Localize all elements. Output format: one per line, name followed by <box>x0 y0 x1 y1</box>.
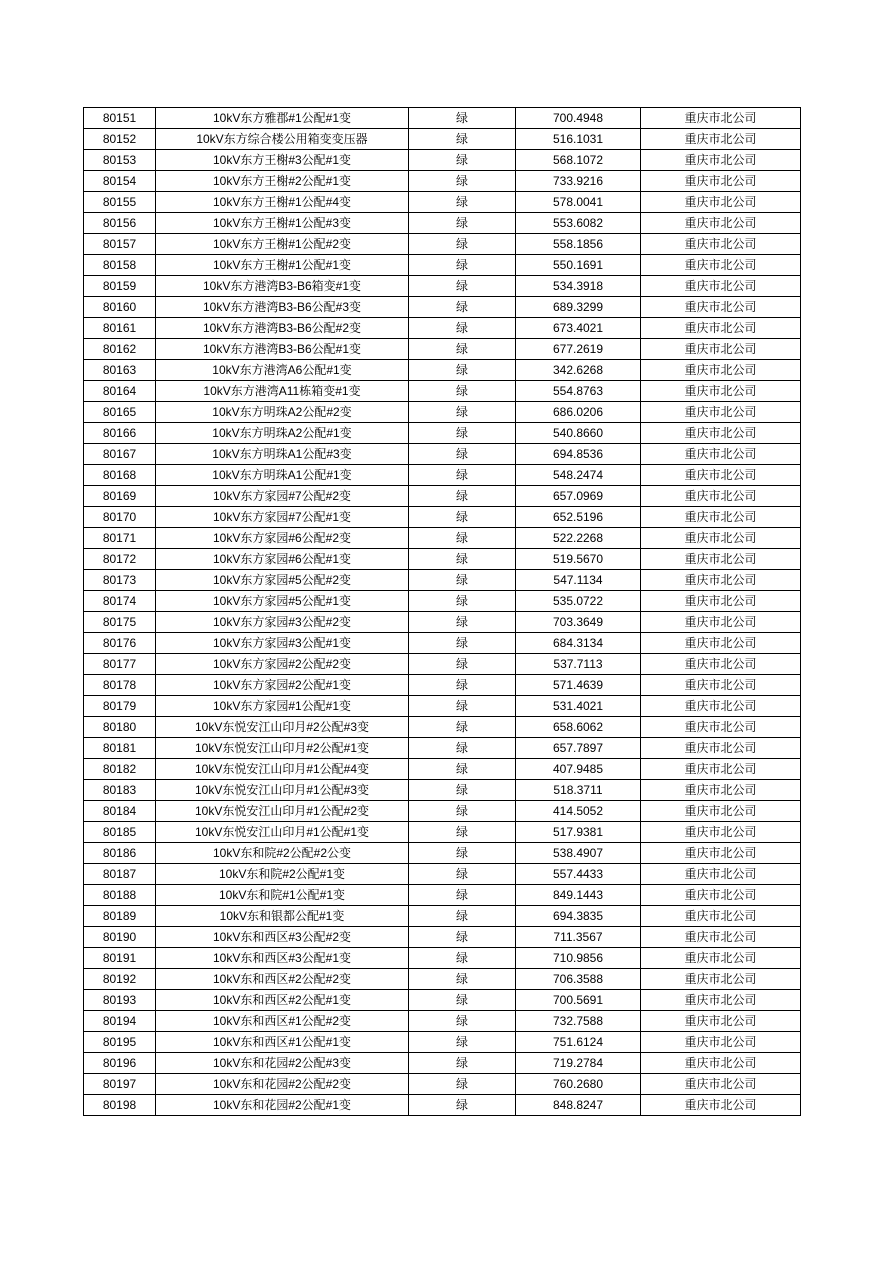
cell-status: 绿 <box>409 255 516 276</box>
cell-value: 553.6082 <box>516 213 641 234</box>
cell-value: 657.7897 <box>516 738 641 759</box>
cell-value: 694.8536 <box>516 444 641 465</box>
table-row <box>84 948 801 969</box>
cell-id: 80167 <box>84 444 156 465</box>
cell-company: 重庆市北公司 <box>641 549 801 570</box>
cell-id: 80154 <box>84 171 156 192</box>
cell-name: 10kV东方王榭#1公配#4变 <box>156 192 409 213</box>
cell-name: 10kV东方港湾A11栋箱变#1变 <box>156 381 409 402</box>
cell-value: 550.1691 <box>516 255 641 276</box>
table-row <box>84 486 801 507</box>
table-row <box>84 612 801 633</box>
cell-status: 绿 <box>409 864 516 885</box>
table-row <box>84 675 801 696</box>
cell-value: 568.1072 <box>516 150 641 171</box>
cell-name: 10kV东和西区#1公配#1变 <box>156 1032 409 1053</box>
cell-id: 80178 <box>84 675 156 696</box>
cell-company: 重庆市北公司 <box>641 465 801 486</box>
cell-company: 重庆市北公司 <box>641 885 801 906</box>
cell-company: 重庆市北公司 <box>641 423 801 444</box>
cell-value: 751.6124 <box>516 1032 641 1053</box>
cell-company: 重庆市北公司 <box>641 906 801 927</box>
table-row <box>84 360 801 381</box>
cell-id: 80186 <box>84 843 156 864</box>
cell-company: 重庆市北公司 <box>641 759 801 780</box>
cell-status: 绿 <box>409 591 516 612</box>
table-row <box>84 864 801 885</box>
cell-company: 重庆市北公司 <box>641 780 801 801</box>
cell-value: 760.2680 <box>516 1074 641 1095</box>
cell-status: 绿 <box>409 612 516 633</box>
table-row <box>84 843 801 864</box>
cell-company: 重庆市北公司 <box>641 171 801 192</box>
cell-company: 重庆市北公司 <box>641 381 801 402</box>
cell-name: 10kV东方明珠A2公配#1变 <box>156 423 409 444</box>
table-row <box>84 906 801 927</box>
cell-company: 重庆市北公司 <box>641 150 801 171</box>
cell-status: 绿 <box>409 234 516 255</box>
cell-value: 558.1856 <box>516 234 641 255</box>
cell-value: 657.0969 <box>516 486 641 507</box>
cell-name: 10kV东方家园#3公配#1变 <box>156 633 409 654</box>
cell-status: 绿 <box>409 339 516 360</box>
table-row <box>84 528 801 549</box>
cell-status: 绿 <box>409 423 516 444</box>
table-row <box>84 465 801 486</box>
cell-value: 710.9856 <box>516 948 641 969</box>
cell-company: 重庆市北公司 <box>641 402 801 423</box>
cell-id: 80165 <box>84 402 156 423</box>
cell-name: 10kV东悦安江山印月#1公配#1变 <box>156 822 409 843</box>
cell-id: 80151 <box>84 108 156 129</box>
cell-id: 80152 <box>84 129 156 150</box>
cell-status: 绿 <box>409 1011 516 1032</box>
table-row <box>84 990 801 1011</box>
table-row <box>84 696 801 717</box>
cell-status: 绿 <box>409 297 516 318</box>
cell-name: 10kV东方雅郡#1公配#1变 <box>156 108 409 129</box>
cell-value: 557.4433 <box>516 864 641 885</box>
cell-status: 绿 <box>409 759 516 780</box>
cell-value: 518.3711 <box>516 780 641 801</box>
cell-company: 重庆市北公司 <box>641 528 801 549</box>
cell-value: 849.1443 <box>516 885 641 906</box>
table-row <box>84 444 801 465</box>
cell-name: 10kV东方明珠A2公配#2变 <box>156 402 409 423</box>
cell-id: 80171 <box>84 528 156 549</box>
table-row <box>84 1053 801 1074</box>
cell-value: 677.2619 <box>516 339 641 360</box>
cell-value: 684.3134 <box>516 633 641 654</box>
cell-id: 80158 <box>84 255 156 276</box>
cell-company: 重庆市北公司 <box>641 927 801 948</box>
cell-status: 绿 <box>409 549 516 570</box>
cell-company: 重庆市北公司 <box>641 948 801 969</box>
cell-company: 重庆市北公司 <box>641 591 801 612</box>
cell-status: 绿 <box>409 570 516 591</box>
cell-company: 重庆市北公司 <box>641 633 801 654</box>
cell-id: 80196 <box>84 1053 156 1074</box>
cell-name: 10kV东悦安江山印月#1公配#4变 <box>156 759 409 780</box>
table-row <box>84 1032 801 1053</box>
cell-company: 重庆市北公司 <box>641 276 801 297</box>
cell-id: 80160 <box>84 297 156 318</box>
cell-value: 571.4639 <box>516 675 641 696</box>
cell-status: 绿 <box>409 990 516 1011</box>
cell-name: 10kV东方家园#7公配#1变 <box>156 507 409 528</box>
cell-name: 10kV东方家园#5公配#2变 <box>156 570 409 591</box>
cell-name: 10kV东方港湾B3-B6箱变#1变 <box>156 276 409 297</box>
cell-id: 80174 <box>84 591 156 612</box>
table-row <box>84 822 801 843</box>
cell-status: 绿 <box>409 696 516 717</box>
cell-company: 重庆市北公司 <box>641 969 801 990</box>
cell-company: 重庆市北公司 <box>641 129 801 150</box>
table-row <box>84 633 801 654</box>
cell-id: 80163 <box>84 360 156 381</box>
cell-value: 700.5691 <box>516 990 641 1011</box>
cell-name: 10kV东和西区#3公配#1变 <box>156 948 409 969</box>
cell-company: 重庆市北公司 <box>641 738 801 759</box>
cell-id: 80181 <box>84 738 156 759</box>
cell-id: 80187 <box>84 864 156 885</box>
cell-id: 80185 <box>84 822 156 843</box>
cell-id: 80182 <box>84 759 156 780</box>
cell-id: 80153 <box>84 150 156 171</box>
table-row <box>84 1011 801 1032</box>
cell-company: 重庆市北公司 <box>641 486 801 507</box>
cell-id: 80195 <box>84 1032 156 1053</box>
cell-name: 10kV东方家园#6公配#2变 <box>156 528 409 549</box>
cell-id: 80164 <box>84 381 156 402</box>
cell-id: 80176 <box>84 633 156 654</box>
cell-value: 540.8660 <box>516 423 641 444</box>
cell-name: 10kV东方家园#2公配#1变 <box>156 675 409 696</box>
cell-company: 重庆市北公司 <box>641 696 801 717</box>
cell-company: 重庆市北公司 <box>641 444 801 465</box>
cell-value: 516.1031 <box>516 129 641 150</box>
cell-value: 733.9216 <box>516 171 641 192</box>
table-row <box>84 759 801 780</box>
cell-id: 80190 <box>84 927 156 948</box>
cell-id: 80197 <box>84 1074 156 1095</box>
cell-company: 重庆市北公司 <box>641 339 801 360</box>
cell-name: 10kV东悦安江山印月#2公配#3变 <box>156 717 409 738</box>
cell-name: 10kV东方港湾B3-B6公配#3变 <box>156 297 409 318</box>
cell-status: 绿 <box>409 969 516 990</box>
cell-status: 绿 <box>409 213 516 234</box>
cell-value: 732.7588 <box>516 1011 641 1032</box>
table-row <box>84 507 801 528</box>
cell-value: 686.0206 <box>516 402 641 423</box>
cell-company: 重庆市北公司 <box>641 612 801 633</box>
cell-name: 10kV东方王榭#3公配#1变 <box>156 150 409 171</box>
cell-company: 重庆市北公司 <box>641 1095 801 1116</box>
cell-name: 10kV东方家园#2公配#2变 <box>156 654 409 675</box>
cell-name: 10kV东悦安江山印月#1公配#2变 <box>156 801 409 822</box>
cell-value: 652.5196 <box>516 507 641 528</box>
table-row <box>84 801 801 822</box>
cell-id: 80166 <box>84 423 156 444</box>
cell-id: 80175 <box>84 612 156 633</box>
cell-name: 10kV东方港湾A6公配#1变 <box>156 360 409 381</box>
table-row <box>84 129 801 150</box>
cell-id: 80179 <box>84 696 156 717</box>
cell-name: 10kV东方港湾B3-B6公配#1变 <box>156 339 409 360</box>
cell-status: 绿 <box>409 1095 516 1116</box>
cell-name: 10kV东方家园#5公配#1变 <box>156 591 409 612</box>
table-row <box>84 549 801 570</box>
cell-id: 80170 <box>84 507 156 528</box>
table-row <box>84 150 801 171</box>
table-row <box>84 402 801 423</box>
cell-name: 10kV东和院#1公配#1变 <box>156 885 409 906</box>
table-row <box>84 381 801 402</box>
cell-id: 80157 <box>84 234 156 255</box>
cell-id: 80180 <box>84 717 156 738</box>
table-row <box>84 297 801 318</box>
cell-name: 10kV东和花园#2公配#1变 <box>156 1095 409 1116</box>
cell-company: 重庆市北公司 <box>641 318 801 339</box>
cell-name: 10kV东和银都公配#1变 <box>156 906 409 927</box>
cell-status: 绿 <box>409 129 516 150</box>
table-row <box>84 969 801 990</box>
cell-id: 80159 <box>84 276 156 297</box>
cell-value: 700.4948 <box>516 108 641 129</box>
cell-company: 重庆市北公司 <box>641 255 801 276</box>
table-row <box>84 213 801 234</box>
cell-status: 绿 <box>409 402 516 423</box>
cell-id: 80184 <box>84 801 156 822</box>
cell-company: 重庆市北公司 <box>641 990 801 1011</box>
cell-status: 绿 <box>409 171 516 192</box>
cell-company: 重庆市北公司 <box>641 675 801 696</box>
cell-status: 绿 <box>409 780 516 801</box>
cell-value: 848.8247 <box>516 1095 641 1116</box>
cell-value: 537.7113 <box>516 654 641 675</box>
cell-status: 绿 <box>409 843 516 864</box>
cell-status: 绿 <box>409 675 516 696</box>
cell-status: 绿 <box>409 1053 516 1074</box>
cell-company: 重庆市北公司 <box>641 360 801 381</box>
cell-status: 绿 <box>409 906 516 927</box>
cell-name: 10kV东方明珠A1公配#1变 <box>156 465 409 486</box>
cell-status: 绿 <box>409 633 516 654</box>
cell-name: 10kV东方王榭#2公配#1变 <box>156 171 409 192</box>
cell-company: 重庆市北公司 <box>641 1074 801 1095</box>
cell-status: 绿 <box>409 717 516 738</box>
cell-value: 534.3918 <box>516 276 641 297</box>
cell-name: 10kV东和西区#2公配#2变 <box>156 969 409 990</box>
cell-name: 10kV东和西区#1公配#2变 <box>156 1011 409 1032</box>
cell-value: 342.6268 <box>516 360 641 381</box>
cell-name: 10kV东方家园#7公配#2变 <box>156 486 409 507</box>
table-row <box>84 885 801 906</box>
cell-status: 绿 <box>409 801 516 822</box>
cell-id: 80194 <box>84 1011 156 1032</box>
cell-name: 10kV东和院#2公配#1变 <box>156 864 409 885</box>
cell-company: 重庆市北公司 <box>641 801 801 822</box>
cell-status: 绿 <box>409 738 516 759</box>
cell-status: 绿 <box>409 465 516 486</box>
cell-name: 10kV东方明珠A1公配#3变 <box>156 444 409 465</box>
cell-status: 绿 <box>409 948 516 969</box>
cell-value: 407.9485 <box>516 759 641 780</box>
cell-company: 重庆市北公司 <box>641 864 801 885</box>
cell-status: 绿 <box>409 192 516 213</box>
cell-status: 绿 <box>409 108 516 129</box>
cell-id: 80192 <box>84 969 156 990</box>
cell-value: 673.4021 <box>516 318 641 339</box>
cell-value: 538.4907 <box>516 843 641 864</box>
cell-value: 519.5670 <box>516 549 641 570</box>
cell-name: 10kV东和西区#2公配#1变 <box>156 990 409 1011</box>
cell-company: 重庆市北公司 <box>641 297 801 318</box>
cell-value: 689.3299 <box>516 297 641 318</box>
cell-name: 10kV东悦安江山印月#2公配#1变 <box>156 738 409 759</box>
cell-id: 80156 <box>84 213 156 234</box>
cell-status: 绿 <box>409 276 516 297</box>
cell-status: 绿 <box>409 150 516 171</box>
cell-company: 重庆市北公司 <box>641 1032 801 1053</box>
cell-name: 10kV东方王榭#1公配#1变 <box>156 255 409 276</box>
cell-value: 522.2268 <box>516 528 641 549</box>
cell-company: 重庆市北公司 <box>641 234 801 255</box>
table-body <box>84 108 801 1116</box>
cell-id: 80161 <box>84 318 156 339</box>
cell-id: 80155 <box>84 192 156 213</box>
table-row <box>84 423 801 444</box>
cell-name: 10kV东方家园#3公配#2变 <box>156 612 409 633</box>
cell-status: 绿 <box>409 1074 516 1095</box>
table-row <box>84 591 801 612</box>
cell-id: 80172 <box>84 549 156 570</box>
table-row <box>84 654 801 675</box>
cell-status: 绿 <box>409 927 516 948</box>
cell-name: 10kV东方家园#1公配#1变 <box>156 696 409 717</box>
cell-id: 80177 <box>84 654 156 675</box>
table-row <box>84 717 801 738</box>
cell-value: 719.2784 <box>516 1053 641 1074</box>
cell-company: 重庆市北公司 <box>641 507 801 528</box>
table-row <box>84 108 801 129</box>
cell-value: 547.1134 <box>516 570 641 591</box>
cell-company: 重庆市北公司 <box>641 192 801 213</box>
table-row <box>84 339 801 360</box>
cell-company: 重庆市北公司 <box>641 108 801 129</box>
cell-status: 绿 <box>409 822 516 843</box>
cell-company: 重庆市北公司 <box>641 843 801 864</box>
device-table <box>83 107 801 1116</box>
cell-value: 578.0041 <box>516 192 641 213</box>
cell-status: 绿 <box>409 507 516 528</box>
cell-company: 重庆市北公司 <box>641 654 801 675</box>
cell-id: 80173 <box>84 570 156 591</box>
cell-id: 80198 <box>84 1095 156 1116</box>
cell-value: 711.3567 <box>516 927 641 948</box>
cell-company: 重庆市北公司 <box>641 822 801 843</box>
cell-name: 10kV东方综合楼公用箱变变压器 <box>156 129 409 150</box>
table-row <box>84 276 801 297</box>
cell-value: 658.6062 <box>516 717 641 738</box>
cell-id: 80189 <box>84 906 156 927</box>
cell-name: 10kV东和院#2公配#2公变 <box>156 843 409 864</box>
table-row <box>84 780 801 801</box>
table-row <box>84 1095 801 1116</box>
cell-status: 绿 <box>409 318 516 339</box>
cell-id: 80183 <box>84 780 156 801</box>
cell-name: 10kV东和花园#2公配#2变 <box>156 1074 409 1095</box>
cell-id: 80169 <box>84 486 156 507</box>
table-row <box>84 738 801 759</box>
cell-value: 548.2474 <box>516 465 641 486</box>
cell-id: 80168 <box>84 465 156 486</box>
cell-value: 414.5052 <box>516 801 641 822</box>
table-row <box>84 192 801 213</box>
cell-status: 绿 <box>409 381 516 402</box>
cell-company: 重庆市北公司 <box>641 213 801 234</box>
cell-status: 绿 <box>409 444 516 465</box>
cell-name: 10kV东方家园#6公配#1变 <box>156 549 409 570</box>
cell-status: 绿 <box>409 654 516 675</box>
cell-value: 535.0722 <box>516 591 641 612</box>
cell-status: 绿 <box>409 885 516 906</box>
cell-name: 10kV东方王榭#1公配#3变 <box>156 213 409 234</box>
cell-id: 80188 <box>84 885 156 906</box>
table-row <box>84 318 801 339</box>
cell-value: 703.3649 <box>516 612 641 633</box>
cell-name: 10kV东和西区#3公配#2变 <box>156 927 409 948</box>
cell-status: 绿 <box>409 486 516 507</box>
cell-id: 80162 <box>84 339 156 360</box>
cell-status: 绿 <box>409 360 516 381</box>
cell-name: 10kV东方王榭#1公配#2变 <box>156 234 409 255</box>
table-row <box>84 1074 801 1095</box>
table-row <box>84 570 801 591</box>
cell-value: 554.8763 <box>516 381 641 402</box>
cell-value: 706.3588 <box>516 969 641 990</box>
cell-name: 10kV东悦安江山印月#1公配#3变 <box>156 780 409 801</box>
cell-value: 531.4021 <box>516 696 641 717</box>
cell-id: 80191 <box>84 948 156 969</box>
cell-company: 重庆市北公司 <box>641 1053 801 1074</box>
cell-name: 10kV东和花园#2公配#3变 <box>156 1053 409 1074</box>
table-row <box>84 234 801 255</box>
cell-value: 517.9381 <box>516 822 641 843</box>
cell-company: 重庆市北公司 <box>641 570 801 591</box>
table-row <box>84 255 801 276</box>
table-row <box>84 171 801 192</box>
cell-name: 10kV东方港湾B3-B6公配#2变 <box>156 318 409 339</box>
table-row <box>84 927 801 948</box>
cell-value: 694.3835 <box>516 906 641 927</box>
cell-id: 80193 <box>84 990 156 1011</box>
cell-status: 绿 <box>409 1032 516 1053</box>
cell-status: 绿 <box>409 528 516 549</box>
cell-company: 重庆市北公司 <box>641 1011 801 1032</box>
cell-company: 重庆市北公司 <box>641 717 801 738</box>
